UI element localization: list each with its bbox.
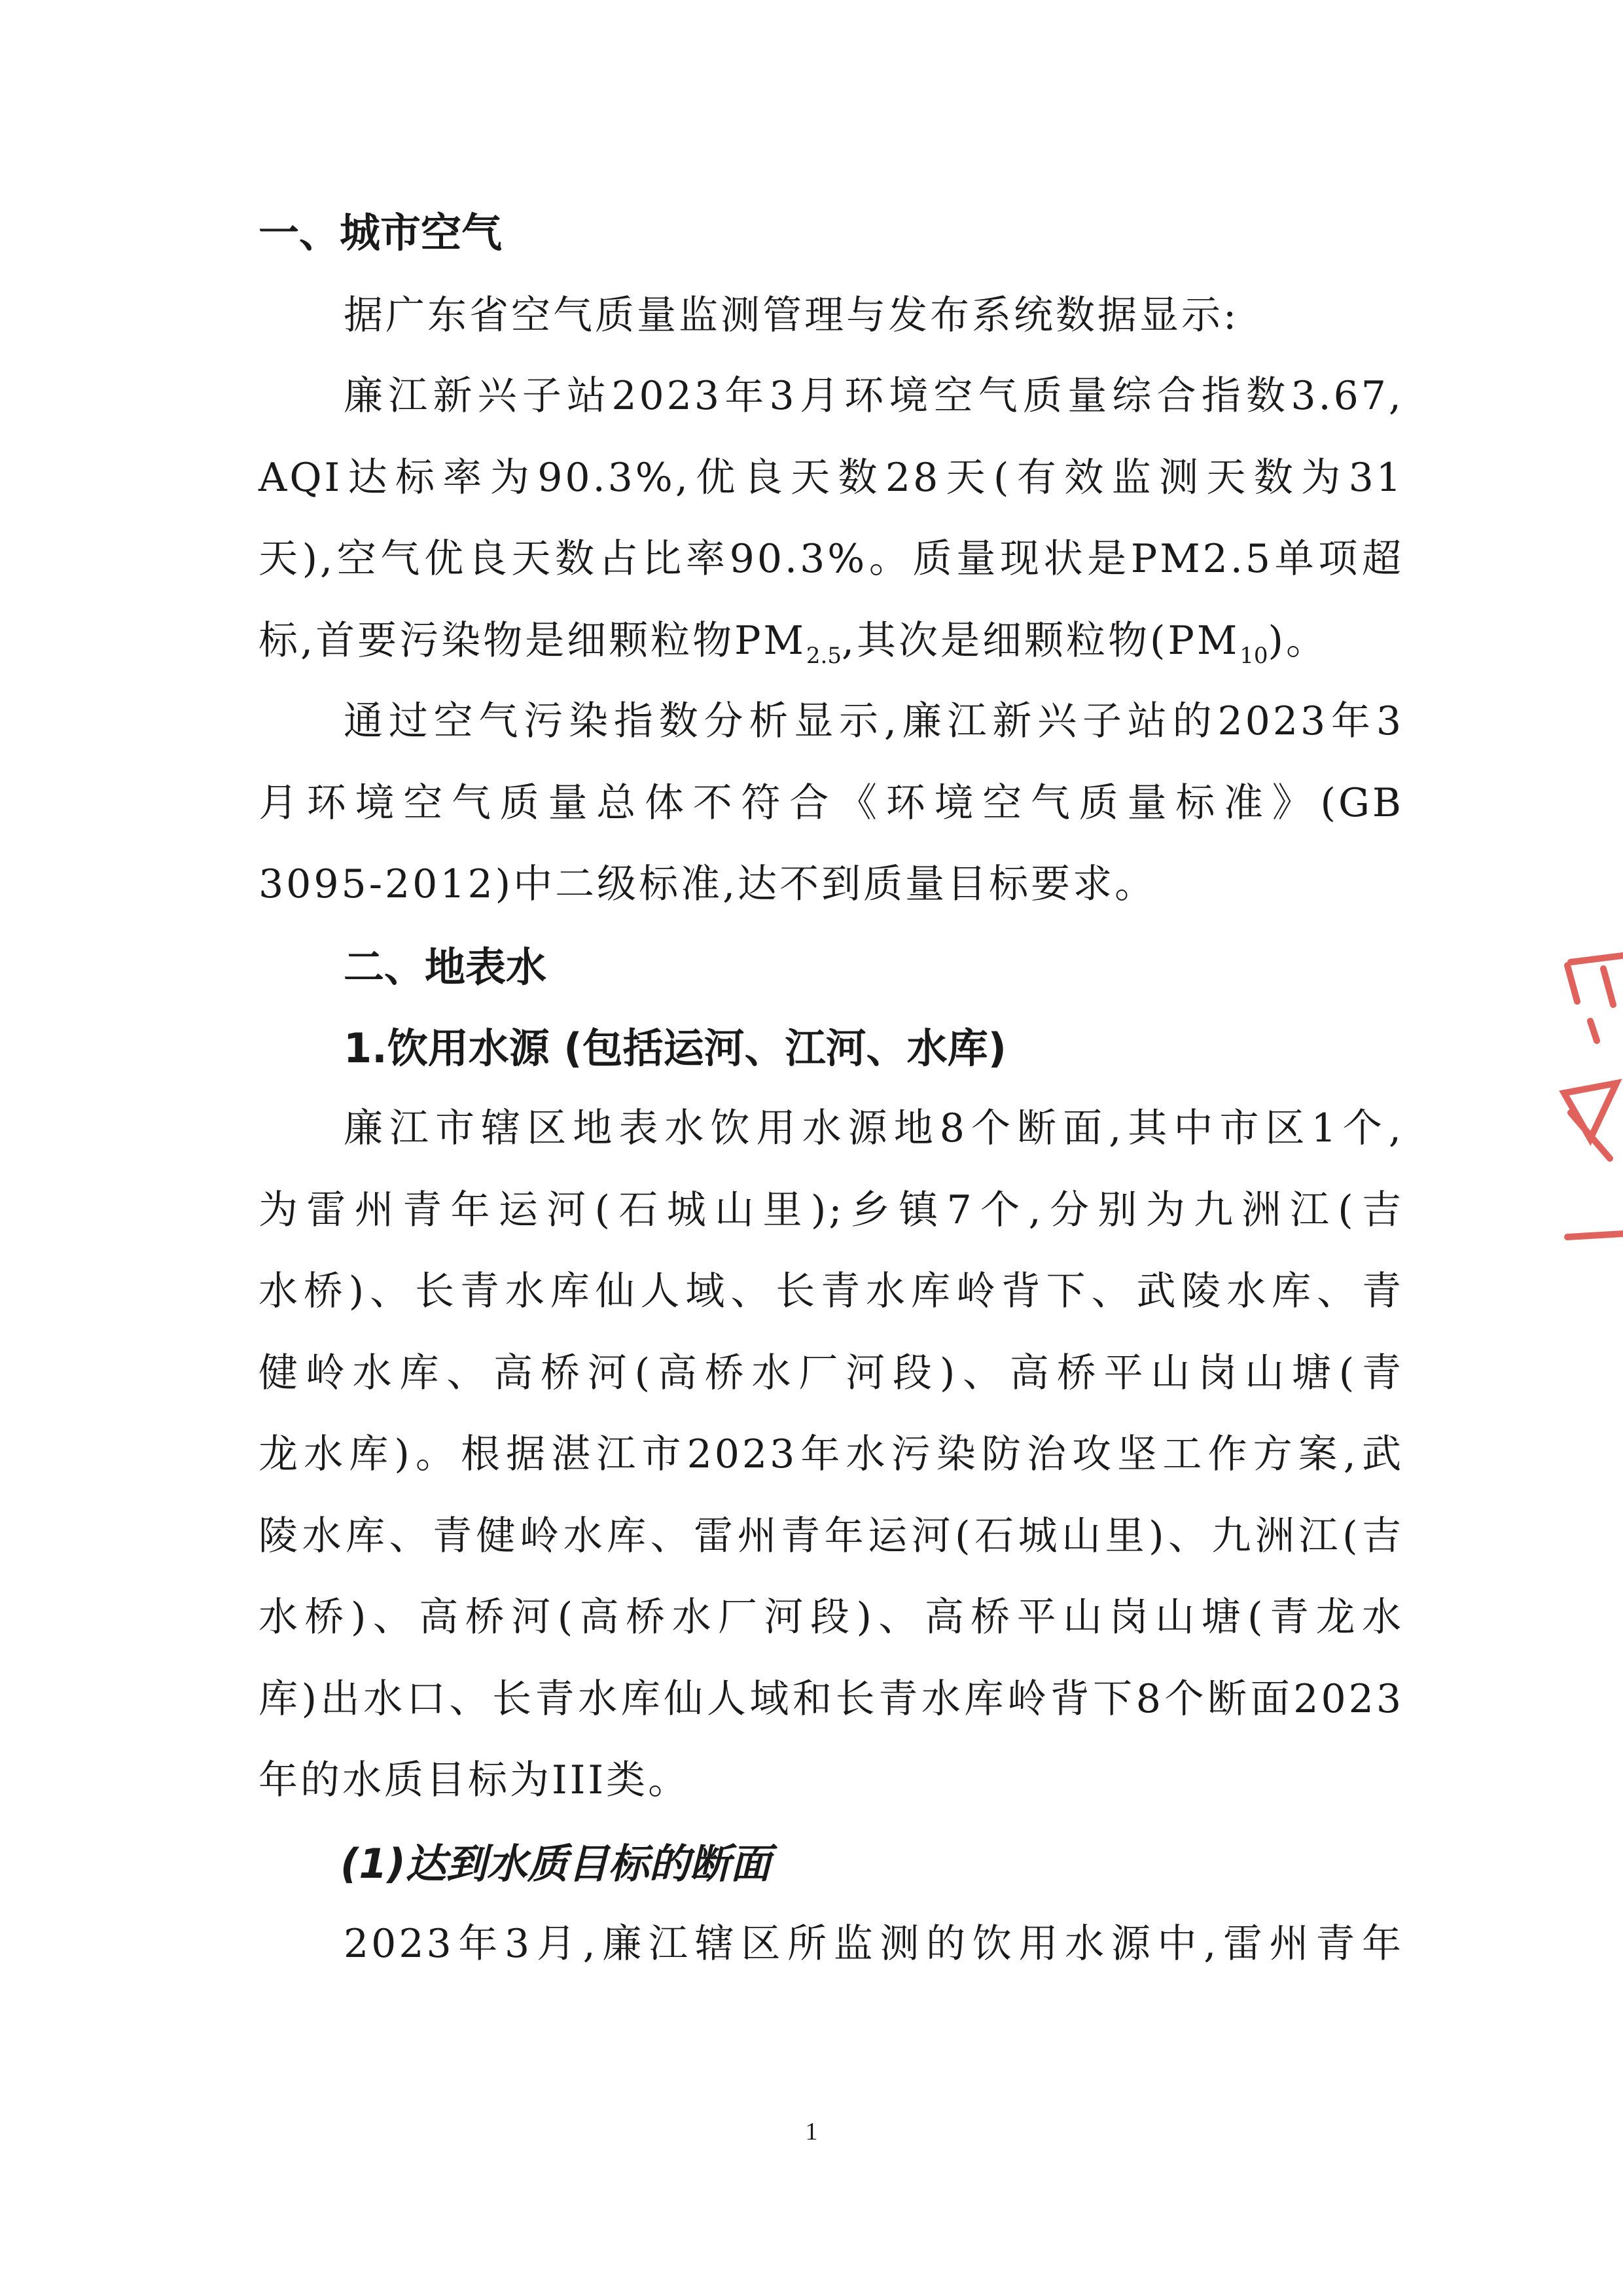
subheading-target-met: (1)达到水质目标的断面 bbox=[340, 1840, 771, 1888]
air-index-paragraph: 通过空气污染指数分析显示,廉江新兴子站的2023年3 月环境空气质量总体不符合《环境空气质量标准》(GB 3095-2012)中二级标准,达不到质量目标要求。 bbox=[259, 698, 1404, 907]
page-number: 1 bbox=[805, 2118, 818, 2145]
section-heading-surface-water: 二、地表水 bbox=[344, 943, 547, 991]
drinking-water-paragraph: 廉江市辖区地表水饮用水源地8个断面,其中市区1个, 为雷州青年运河(石城山里);乡镇7个,分别为九洲江(吉 水桥)、长青水库仙人域、长青水库岭背下、武陵水库、青 健岭水库、高桥河(高桥水厂河段)、高桥平山岗山塘(青 龙水库)。根据湛江市2023年水污染防治攻坚工作方案,武 陵水库、青健岭水库、雷州青年运河(石城山里)、九洲江(吉 水桥)、高桥河(高桥水厂河段)、高桥平山岗山塘(青龙水 库)出水口、长青水库仙人域和长青水库岭背下8个断面2023 年的水质目标为III类。 bbox=[259, 1105, 1404, 1803]
red-seal-fragment bbox=[1551, 942, 1623, 1270]
intro-paragraph: 据广东省空气质量监测管理与发布系统数据显示: bbox=[344, 293, 1240, 338]
air-quality-paragraph: 廉江新兴子站2023年3月环境空气质量综合指数3.67, AQI达标率为90.3%,优良天数28天(有效监测天数为31 天),空气优良天数占比率90.3%。质量现状是PM2.5单项超 标,首要污染物是细颗粒物$PM_{2.5}$,其次是细颗粒物$(PM_{10})$。 bbox=[259, 355, 1404, 696]
target-met-paragraph: 2023年3月,廉江辖区所监测的饮用水源中,雷州青年 bbox=[344, 1921, 1404, 1967]
pm25-subscript: 2.5 bbox=[806, 642, 842, 669]
pm10-subscript: 10 bbox=[1240, 642, 1268, 669]
section-heading-urban-air: 一、城市空气 bbox=[259, 209, 503, 257]
subheading-drinking-water: 1.饮用水源 (包括运河、江河、水库) bbox=[344, 1024, 1007, 1072]
pollutant-line: 标,首要污染物是细颗粒物$PM_{2.5}$,其次是细颗粒物$(PM_{10})$。 bbox=[259, 617, 1328, 669]
